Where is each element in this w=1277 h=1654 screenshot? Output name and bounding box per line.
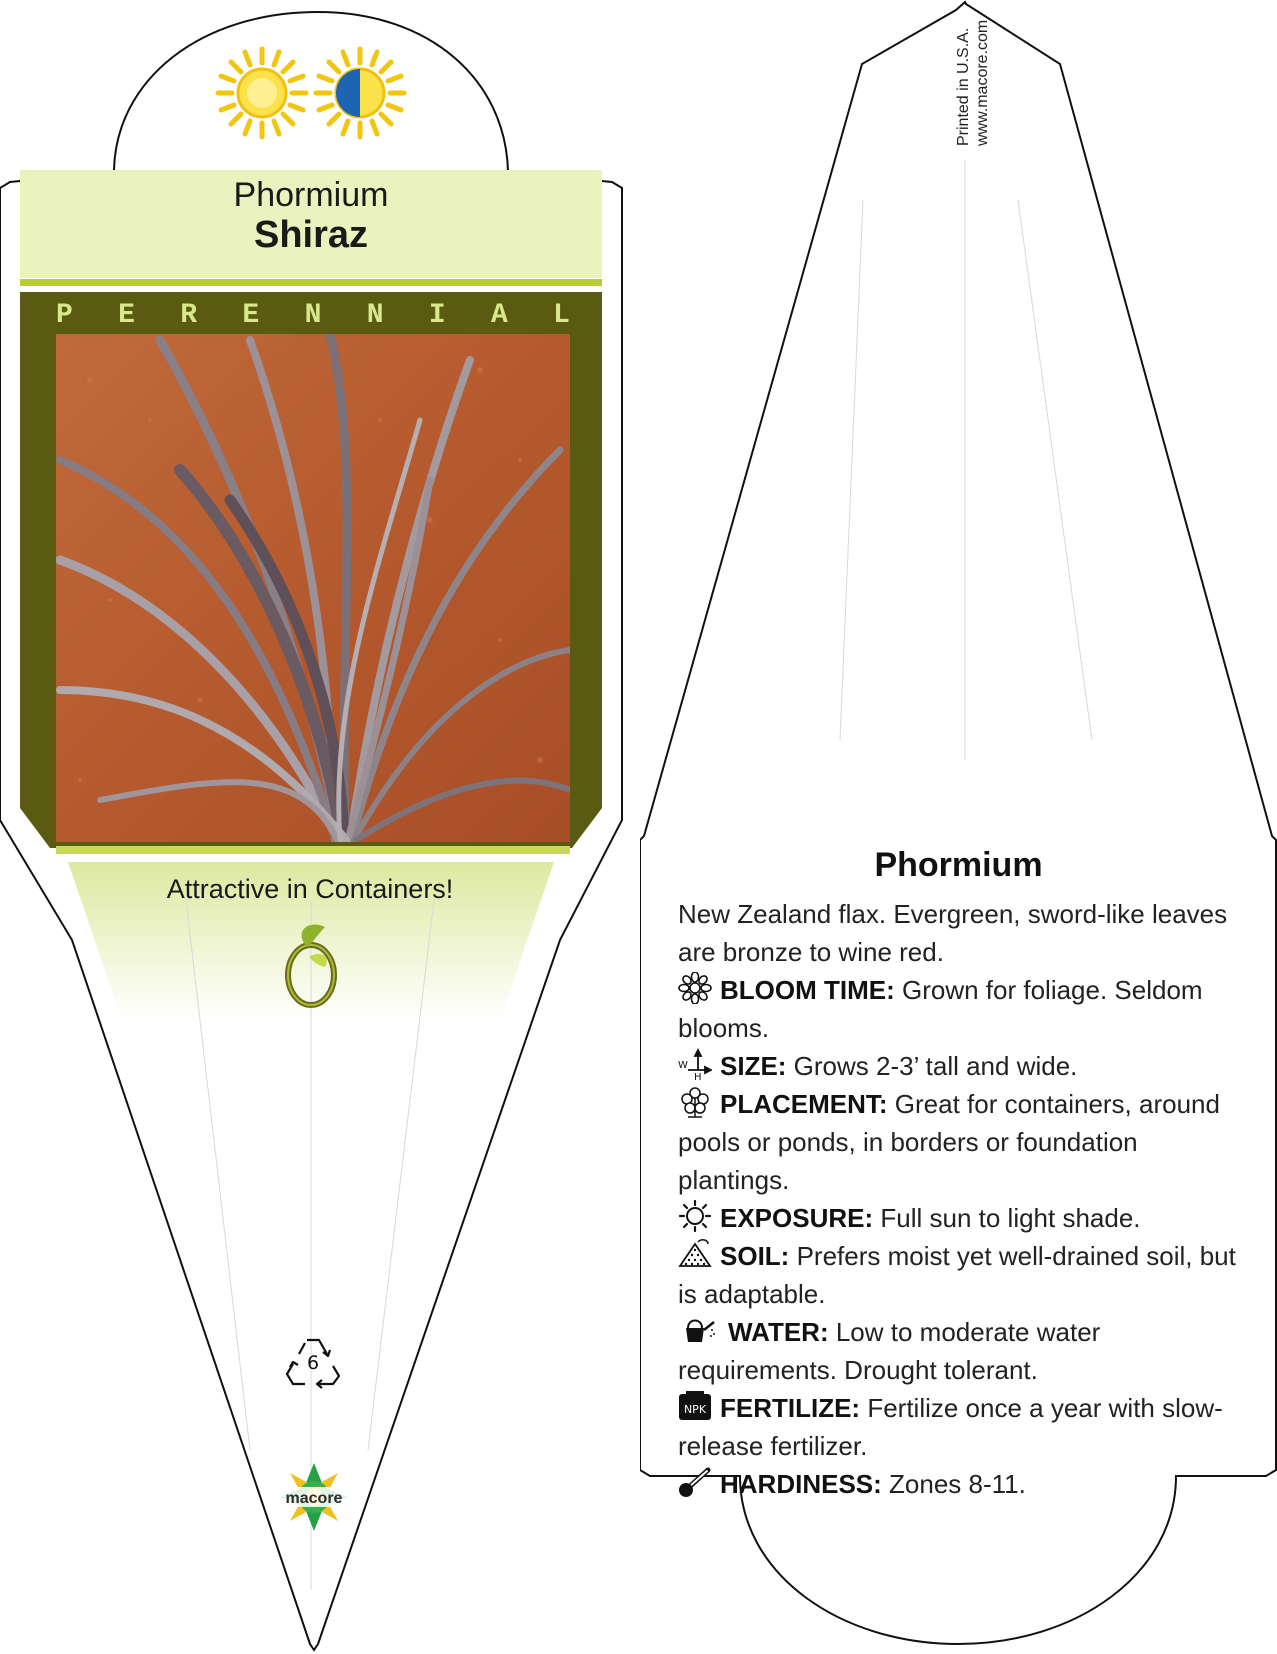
plant-cultivar: Shiraz	[253, 214, 369, 256]
attribute-bloom-time	[678, 971, 1238, 1047]
attribute-label: HARDINESS:	[720, 1469, 882, 1499]
attribute-placement	[678, 1085, 1238, 1199]
attribute-water	[678, 1313, 1238, 1389]
plant-description: New Zealand flax. Evergreen, sword-like leaves are bronze to wine red.	[678, 899, 1228, 967]
printer-url: www.macore.com	[974, 19, 991, 146]
attribute-soil	[678, 1237, 1238, 1313]
category-letter: I	[428, 300, 446, 331]
brand-name: macore	[285, 1490, 343, 1507]
part-shade-icon	[316, 49, 404, 137]
care-info	[678, 895, 1238, 1503]
placement-icon	[678, 1086, 712, 1118]
category-letter: A	[490, 300, 508, 331]
category-letter: N	[304, 300, 322, 331]
attribute-text: Full sun to light shade.	[873, 1203, 1141, 1233]
attribute-label: FERTILIZE:	[720, 1393, 861, 1423]
attribute-hardiness	[678, 1465, 1238, 1503]
attribute-fertilize	[678, 1389, 1238, 1465]
svg-text:H: H	[694, 1072, 702, 1080]
svg-text:W: W	[678, 1060, 688, 1071]
attribute-text: Grows 2-3’ tall and wide.	[786, 1051, 1078, 1081]
soil-icon	[678, 1238, 712, 1270]
back-title: Phormium	[874, 846, 1043, 884]
category-letter: L	[553, 300, 570, 331]
attribute-label: SOIL:	[720, 1241, 790, 1271]
category-letter: E	[118, 300, 135, 331]
attribute-text: Fertilize once a year with slow-release fertilizer.	[678, 1393, 1223, 1461]
size-icon	[678, 1048, 712, 1080]
npk-icon	[678, 1390, 712, 1422]
attribute-text: Zones 8-11.	[881, 1469, 1026, 1499]
attribute-size	[678, 1047, 1238, 1085]
category-letter: R	[180, 300, 198, 331]
thermometer-icon	[678, 1466, 712, 1498]
attribute-label: SIZE:	[720, 1051, 787, 1081]
category-banner	[56, 300, 570, 336]
attribute-label: PLACEMENT:	[720, 1089, 888, 1119]
category-letter: E	[242, 300, 260, 331]
svg-text:NPK: NPK	[683, 1403, 707, 1416]
attribute-text: Low to moderate water requirements. Drought tolerant.	[678, 1317, 1101, 1385]
category-letter: P	[56, 300, 73, 331]
attribute-label: BLOOM TIME:	[720, 975, 895, 1005]
printer-credit	[954, 0, 992, 146]
attribute-exposure	[678, 1199, 1238, 1237]
recycle-number: 6	[306, 1352, 320, 1374]
attribute-label: WATER:	[728, 1317, 829, 1347]
watering-can-icon	[678, 1314, 720, 1346]
tagline: Attractive in Containers!	[166, 874, 454, 904]
plant-photo	[56, 334, 570, 842]
attribute-text: Great for containers, around pools or ponds, in borders or foundation plantings.	[678, 1089, 1220, 1195]
flower-icon	[678, 972, 712, 1004]
full-sun-icon	[218, 49, 306, 137]
plant-genus: Phormium	[233, 176, 389, 214]
back-tag	[640, 0, 1277, 1654]
category-letter: N	[366, 300, 384, 331]
attribute-text: Grown for foliage. Seldom blooms.	[678, 975, 1203, 1043]
attribute-text: Prefers moist yet well-drained soil, but is adaptable.	[678, 1241, 1236, 1309]
printer-line: Printed in U.S.A.	[955, 27, 972, 146]
sun-outline-icon	[678, 1200, 712, 1232]
attribute-label: EXPOSURE:	[720, 1203, 874, 1233]
